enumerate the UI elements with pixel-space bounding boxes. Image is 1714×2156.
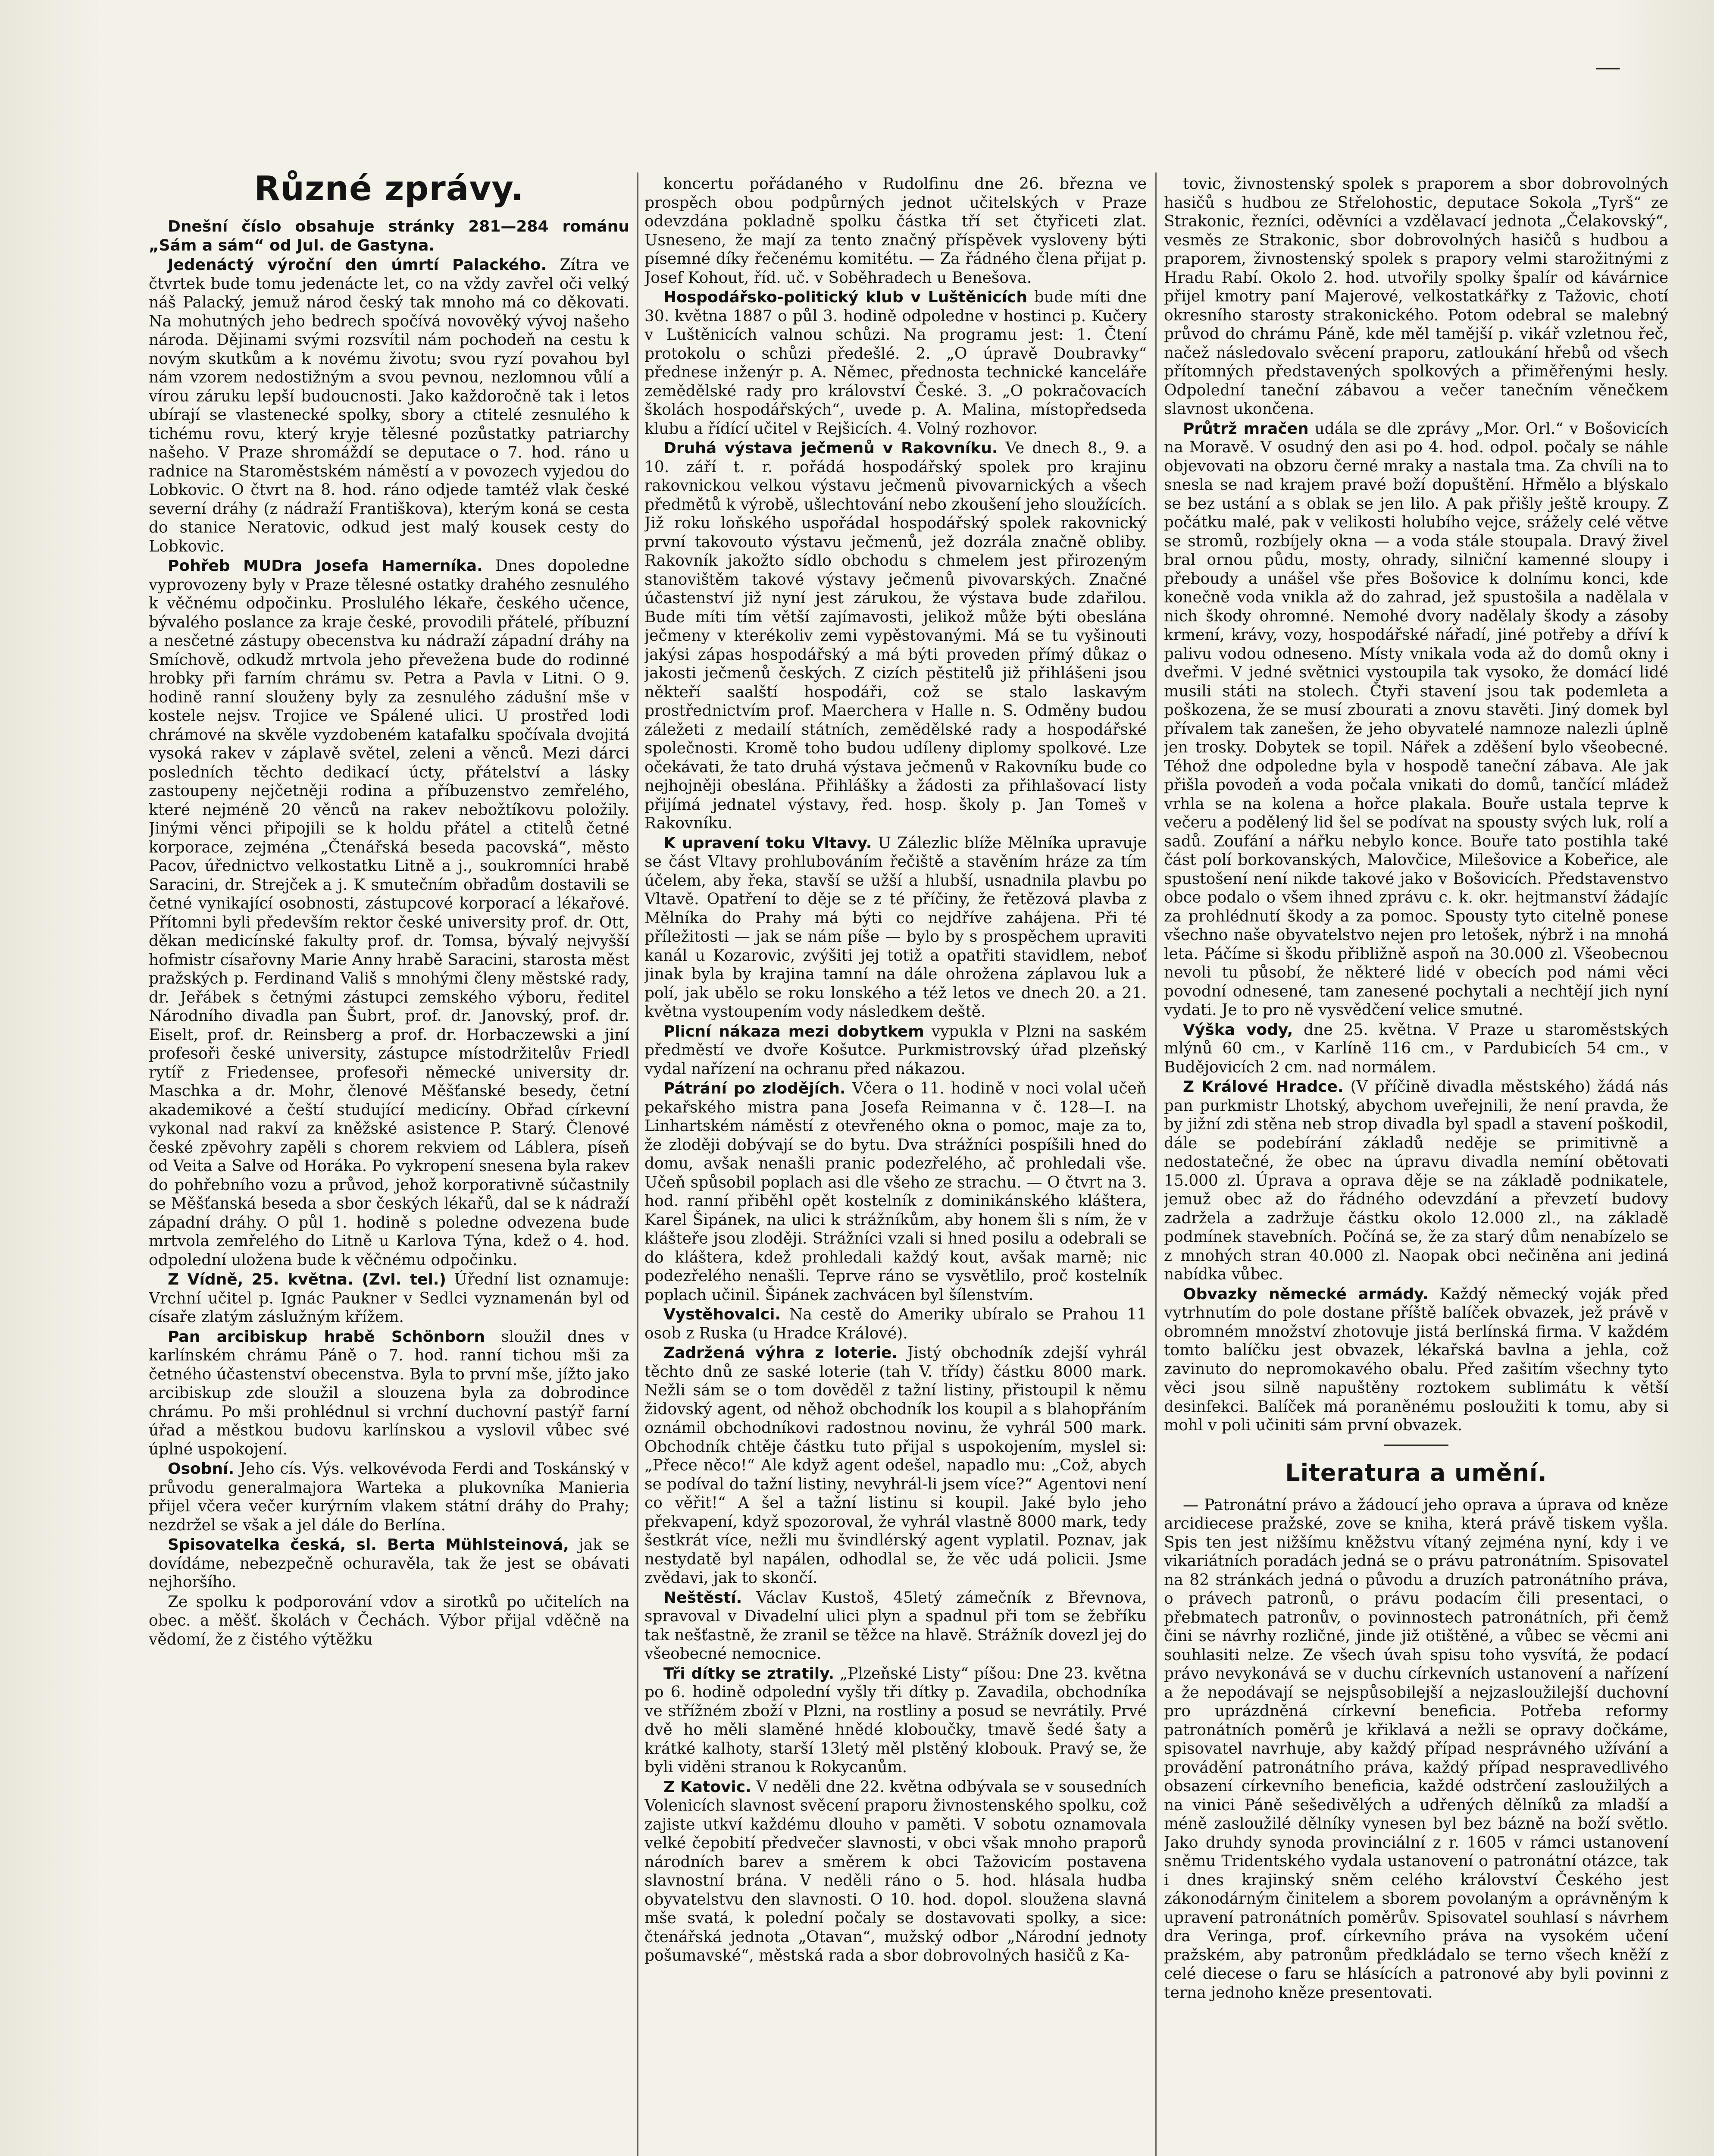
article-text: koncertu pořádaného v Rudolfinu dne 26. března ve prospěch obou podpůrných jednot učitelských v Praze odevzdána pokladně spolku částka tří set čtyřiceti zlat. Usneseno, že mají za tento značný příspěvek vysloveny býti písemné díky řečenému komitétu. — Za řádného člena přijat p. Josef Kohout, říd. uč. v Soběhradech u Benešova. xyxy=(644,175,1147,287)
article-lead: Z Králové Hradce. xyxy=(1183,1078,1344,1096)
article-paragraph xyxy=(149,1460,629,1535)
article-text: Ve dnech 8., 9. a 10. září t. r. pořádá hospodářský spolek pro krajinu rakovnickou velkou výstavu ječmenů pivovarnických a všech předmětů k výrobě, ušlechtování nebo zkoušení jeho sloužících. Již roku loňského uspořádal hospodářský spolek rakovnický první takovouto výstavu ječmenů, jež dozrála značně obliby. Rakovník jakožto sídlo obchodu s chmelem jest přirozeným stanovištěm takové výstavy ječmenů pivovarských. Značné účastenství již nyní jest zárukou, že výstava bude zdařilou. Bude míti tím větší zajímavosti, jelikož může býti obeslána ječmeny v kterékoliv zemi vypěstovanými. Má se tu vyšinouti jakýsi zápas hospodářský a má býti proveden přímý důkaz o jakosti ječmenů českých. Z cizích pěstitelů již přihlášeni jsou někteří saalští hospodáři, což se stalo laskavým prostřednictvím prof. Maerchera v Halle n. S. Odměny budou záležeti z medailí státních, zemědělské rady a hospodářské společnosti. Kromě toho budou udíleny diplomy spolkové. Lze očekávati, že tato druhá výstava ječmenů v Rakovníku bude co nejhojněji obeslána. Přihlášky a žádosti za přihlašovací listy přijímá jednatel výstavy, řed. hosp. školy p. Jan Tomeš v Rakovníku. xyxy=(644,439,1147,832)
article-text: V neděli dne 22. května odbývala se v sousedních Volenicích slavnost svěcení praporu živnostenského spolku, což zajiste utkví každému dlouho v paměti. V sobotu oznamovala velké čepobití předvečer slavnosti, v obci však mnoho praporů národních barev a směrem k obci Tažovicím postavena slavnostní brána. V neděli ráno o 5. hod. hlásala hudba obyvatelstvu den slavnosti. O 10. hod. dopol. sloužena slavná mše svatá, k polední počaly se dostavovati spolky, a sice: čtenářská jednota „Otavan“, mužský odbor „Národní jednoty pošumavské“, městská rada a sbor dobrovolných hasičů z Ka- xyxy=(644,1778,1147,1965)
article-text: U Zálezlic blíže Mělníka upravuje se část Vltavy prohlubováním řečiště a stavěním hráze za tím účelem, aby řeka, stavší se užší a hlubší, usnadnila plavbu po Vltavě. Opatření to děje se z té příčiny, že řetězová plavba z Mělníka do Prahy má býti co nejdříve zahájena. Při té příležitosti — jak se nám píše — bylo by s prospěchem upraviti kanál u Kozarovic, zvýšiti jej totiž a opatřiti stavidlem, neboť jinak byla by krajina tamní na dále ohrožena záplavou luk a polí, jak ubělo se roku lonského a též letos ve dnech 20. a 21. května vystoupením vody následkem deště. xyxy=(644,834,1147,1021)
article-text: udála se dle zprávy „Mor. Orl.“ v Bošovicích na Moravě. V osudný den asi po 4. hod. odpol. počaly se náhle objevovati na obzoru černé mraky a nastala tma. Za chvíli na to snesla se nad krajem pravé boží dopuštění. Hřmělo a blýskalo se bez ustání a s oblak se jen lilo. A pak přišly ještě kroupy. Z počátku malé, pak v velikosti holubího vejce, srážely celé větve se stromů, rozbíjely okna — a voda stále stoupala. Dravý živel bral ornou půdu, mosty, ohrady, silniční kamenné sloupy i přeboudy a unášel vše přes Bošovice k dolnímu konci, kde konečně voda vnikla až do zahrad, jež spustošila a nadělala v nich škody ohromné. Nemohé dvory nadělaly škody a zásoby krmení, krávy, vozy, hospodářské nářadí, jiné potřeby a dříví k palivu vodou odneseno. Místy vnikala voda až do domů okny i dveřmi. V jedné světnici vystoupila tak vysoko, že domácí lidé musili státi na stolech. Čtyři stavení jsou tak podemleta a poškozena, že se musí zbourati a znovu stavěti. Jiný domek byl přívalem tak zanešen, že jeho obyvatelé namnoze nalezli úplně jen trosky. Dobytek se topil. Nářek a zděšení bylo všeobecné. Téhož dne odpoledne byla v hospodě taneční zábava. Ale jak přišla povodeň a voda počala vnikati do domů, tančící mládež vrhla se na kolena a hořce plakala. Bouře ustala teprve k večeru a podělený lid šel se podívat na spousty svých luk, rolí a sadů. Zoufání a nářku nebylo konce. Bouře tato postihla také část polí borkovanských, Malovčice, Milešovice a Kobeřice, ale spustošení není nikde takové jako v Bošovicích. Představenstvo obce podalo o všem ihned zprávu c. k. okr. hejtmanství žádajíc za prohlédnutí škody a za pomoc. Spousty tyto citelně ponese všechno naše obyvatelstvo nejen pro letošek, nýbrž i na mnohá leta. Páčíme si škodu přibližně aspoň na 30.000 zl. Všeobecnou nevoli tu působí, že některé lidé v obecích pod námi věci povodní odnesené, tam zanesené pochytali a nechtějí jich nyní vydati. Je to pro ně vysvědčení velice smutné. xyxy=(1164,420,1668,1019)
article-paragraph xyxy=(149,217,629,255)
article-lead: Pan arcibiskup hrabě Schönborn xyxy=(168,1328,485,1346)
article-lead: Hospodářsko-politický klub v Luštěnicích xyxy=(663,288,1028,306)
article-text: Jeho cís. Výs. velkovévoda Ferdi and Toskánský v průvodu generalmajora Warteka a plukovníka Manieria přijel včera večer kurýrním vlakem státní dráhy do Prahy; nezdržel se však a jel dále do Berlína. xyxy=(149,1460,629,1534)
column-rule-2 xyxy=(1155,172,1157,2156)
article-paragraph xyxy=(644,1079,1147,1304)
article-lead: Jedenáctý výroční den úmrtí Palackého. xyxy=(168,256,547,274)
section-divider xyxy=(1384,1445,1448,1446)
article-text: Každý německý voják před vytrhnutím do pole dostane příště balíček obvazek, jež právě v obromném množství zhotovuje jistá berlínská firma. V každém tomto balíčku jest obvazek, lékařská bavlna a jehla, což zavinuto do nepromokavého obalu. Před zašitím všechny tyto věci jsou silně napuštěny roztokem sublimátu k větší desinfekci. Balíček má poraněnému posloužiti k tomu, aby si mohl v poli učiniti sám první obvazek. xyxy=(1164,1285,1668,1434)
corner-mark: — xyxy=(1595,52,1621,82)
column-1-articles xyxy=(149,217,629,1649)
article-paragraph xyxy=(644,1344,1147,1588)
article-text: Včera o 11. hodině v noci volal učeň pekařského mistra pana Josefa Reimanna v č. 128—I. na Linhartském náměstí z otevřeného okna o pomoc, maje za to, že zloději dobývají se do bytu. Dva strážníci pospíšili hned do domu, avšak nenašli pranic podezřelého, ač prohledali vše. Učeň spůsobil poplach asi dle všeho ze strachu. — O čtvrt na 3. hod. ranní přiběhl opět kostelník z dominikánského kláštera, Karel Šipánek, na ulici k strážníkům, aby honem šli s ním, že v klášteře jsou zloději. Strážníci vzali si hned posilu a odebrali se do kláštera, kdež prohledali každý kout, avšak marně; nic podezřelého nenašli. Teprve ráno se vysvětlilo, proč kostelník poplach učinil. Šipánek zachvácen byl šílenstvím. xyxy=(644,1080,1147,1304)
article-paragraph xyxy=(644,175,1147,287)
article-text: jak se dovídáme, nebezpečně ochuravěla, tak že jest se obávati nejhoršího. xyxy=(149,1536,629,1591)
article-paragraph xyxy=(1164,1496,1668,2002)
article-lead: Z Vídně, 25. května. (Zvl. tel.) xyxy=(168,1271,446,1288)
article-text: Ze spolku k podporování vdov a sirotků po učitelích na obec. a měšť. školách v Čechách. Výbor přijal vděčně na vědomí, že z čistého výtěžku xyxy=(149,1593,629,1648)
article-paragraph xyxy=(1164,1078,1668,1284)
article-lead: Výška vody, xyxy=(1183,1021,1293,1039)
article-text: (V příčině divadla městského) žádá nás pan purkmistr Lhotský, abychom uveřejnili, že není pravda, že by jižní zdi stěna neb strop divadla byl spadl a stavení poškodil, dále se podebírání základů neděje se primitivně a nedostatečné, že obec na úpravu divadla nemíní obětovati 15.000 zl. Úprava a oprava děje se na základě podnikatele, jemuž obec až do řádného odevzdání a převzetí budovy zadržela a zadržuje částku okolo 12.000 zl., na základě podmínek stavebních. Počíná se, že za starý dům nenabízelo se z mnohých stran 40.000 zl. Naopak obci nečiněna ani jediná nabídka vůbec. xyxy=(1164,1078,1668,1283)
column-1 xyxy=(149,168,629,2156)
article-lead: Zadržená výhra z loterie. xyxy=(663,1344,898,1362)
article-lead: Spisovatelka česká, sl. Berta Mühlsteinová, xyxy=(168,1536,569,1554)
article-lead: Z Katovic. xyxy=(663,1778,751,1796)
article-lead: Osobní. xyxy=(168,1460,235,1478)
article-lead: Plicní nákaza mezi dobytkem xyxy=(663,1022,924,1040)
article-text: Zítra ve čtvrtek bude tomu jedenácte let, co na vždy zavřel oči velký náš Palacký, jemuž národ český tak mnoho má co děkovati. Na mohutných jeho bedrech spočívá novověký vývoj našeho národa. Dějinami svými rozsvítil nám pochodeň na cestu k novým skutkům a k novému životu; svou ryzí povahou byl nám vzorem nedostižným a svou pevnou, nezlomnou vůlí a vírou záruku lepší budoucnosti. Jako každoročně tak i letos ubírají se vlastenecké spolky, sbory a ctitelé zesnulého k tichému rovu, který kryje tělesné pozůstatky patriarchy našeho. V Praze shromáždí se deputace o 7. hod. ráno u radnice na Staroměstském náměstí a v povozech vyjedou do Lobkovic. O čtvrt na 8. hod. ráno odjede tamtéž vlak české severní dráhy (z nádraží Františkova), kterým koná se cesta do stanice Neratovic, odkud jest malý kousek cesty do Lobkovic. xyxy=(149,256,629,555)
article-text: Jistý obchodník zdejší vyhrál těchto dnů ze saské loterie (tah V. třídy) částku 8000 mark. Nežli sám se o tom dověděl z tažní listiny, přistoupil k němu židovský agent, od něhož obchodník los koupil a s blahopřáním oznámil obchodníkovi radostnou novinu, že vyhrál 500 mark. Obchodník chtěje částku tuto přijal s uspokojením, myslel si: „Přece něco!“ Ale když agent odešel, napadlo mu: „Což, abych se podíval do tažní listiny, nevyhrál-li jsem více?“ Agentovi není co věřit!“ A šel a tažní listinu si koupil. Jaké bylo jeho překvapení, když spozoroval, že vyhrál vlastně 8000 mark, tedy šestkrát více, nežli mu švindlérský agent vyplatil. Poznav, jak nestydatě byl napálen, odhodlal se, že věc udá policii. Jsme zvědavi, jak to skončí. xyxy=(644,1344,1147,1587)
column-2 xyxy=(644,175,1147,2156)
article-paragraph xyxy=(644,834,1147,1022)
article-lead: Vystěhovalci. xyxy=(663,1306,781,1323)
literature-articles xyxy=(1164,1496,1668,2002)
column-3-articles xyxy=(1164,175,1668,1435)
article-lead: Pátrání po zlodějích. xyxy=(663,1080,846,1097)
column-3 xyxy=(1164,175,1668,2156)
article-lead: Průtrž mračen xyxy=(1183,420,1309,438)
article-lead: K upravení toku Vltavy. xyxy=(663,834,872,852)
article-lead: Tři dítky se ztratily. xyxy=(663,1664,835,1683)
article-lead: Obvazky německé armády. xyxy=(1183,1285,1429,1303)
article-paragraph xyxy=(1164,1285,1668,1435)
article-paragraph xyxy=(149,256,629,556)
article-text: Dnes dopoledne vyprovozeny byly v Praze tělesné ostatky drahého zesnulého k věčnému odpočinku. Proslulého lékaře, českého učence, bývalého poslance za kraje české, provodili přátelé, příbuzní a nesčetné zástupy obecenstva ku nádraží západní dráhy na Smíchově, odkudž mrtvola jeho převežena bude do rodinné hrobky při farním chrámu sv. Petra a Pavla v Litni. O 9. hodině ranní slouženy byly za zesnulého zádušní mše v kostele nejsv. Trojice ve Spálené ulici. U prostřed lodi chrámové na skvěle vyzdobeném katafalku spočívala dvojitá vysoká rakev v záplavě světel, zeleni a věnců. Mezi dárci posledních těchto dedikací úcty, přátelství a lásky zastoupeny nejčetněji rodina a příbuzenstvo zemřelého, které nejméně 20 věnců na rakev nebožtíkovu položily. Jinými věnci připojili se k holdu přátel a ctitelů četné korporace, zejména „Čtenářská beseda pacovská“, město Pacov, úřednictvo velkostatku Litně a j., soukromníci hrabě Saracini, dr. Strejček a j. K smutečním obřadům dostavili se četné vynikající osobnosti, zástupcové korporací a lékařové. Přítomni byli především rektor české university prof. dr. Ott, děkan medicínské fakulty prof. dr. Tomsa, bývalý nejvyšší hofmistr císařovny Marie Anny hrabě Saracini, starosta měst pražských p. Ferdinand Vališ s mnohými členy městské rady, dr. Jeřábek s četnými zástupci zemského výboru, ředitel Národního divadla pan Šubrt, prof. dr. Janovský, prof. dr. Eiselt, prof. dr. Reinsberg a prof. dr. Horbaczewski a jiní profesoři české university, zástupce místodržitelův Friedl rytíř z Friedensee, profesoři německé university dr. Maschka a dr. Mohr, členové Měšťanské besedy, četní akademikové a čeští studující medicíny. Obřad církevní vykonal nad rakví za kněžské asistence P. Starý. Členové české zpěvohry zapěli s chorem rekviem od Láblera, píseň od Veita a Salve od Horáka. Po vykropení snesena byla rakev do pohřebního vozu a průvod, jehož korporativně súčastnily se Měšťanská beseda a sbor českých lékařů, dal se k nádraží západní dráhy. O půl 1. hodině s poledne odvezena bude mrtvola zemřelého do Litně u Karlova Týna, kdež o 4. hod. odpolední uložena bude k věčnému odpočinku. xyxy=(149,557,629,1269)
article-text: vypukla v Plzni na saském předměstí ve dvoře Košutce. Purkmistrovský úřad plzeňský vydal nařízení na ochranu před nákazou. xyxy=(644,1022,1147,1078)
article-lead: Druhá výstava ječmenů v Rakovníku. xyxy=(663,439,998,457)
article-text: dne 25. května. V Praze u staroměstských mlýnů 60 cm., v Karlíně 116 cm., v Pardubicích 54 cm., v Budějovicích 2 cm. nad normálem. xyxy=(1164,1021,1668,1076)
article-paragraph xyxy=(644,1664,1147,1777)
article-paragraph xyxy=(1164,175,1668,419)
article-text: — Patronátní právo a žádoucí jeho oprava a úprava od kněze arcidiecese pražské, zove se kniha, která právě tiskem vyšla. Spis ten jest nižšímu kněžstvu vítaný zejména nyní, kdy i ve vikariátních poradách jedná se o právu patronátním. Spisovatel na 82 stránkách jedná o původu a druzích patronátního práva, o právech patronů, o právu podacím čili presentaci, o přebmatech patronův, o povinnostech patronátních, při čemž čini se návrhy rozličné, jinde již otištěné, a vůbec se věcmi ani souhlasiti nelze. Ze všech úvah spisu toho vysvítá, že podací právo nevykonává se v duchu církevních ustanovení a nařízení a že nepodávají se nejspůsobilejší a nejzasloužilejší duchovní pro uprázdněná církevní beneficia. Potřeba reformy patronátních poměrů je křiklavá a nežli se opravy dočkáme, spisovatel navrhuje, aby každý případ nesprávného užívání a provádění patronátního práva, každý případ nespravedlivého obsazení církevního beneficia, každé odstrčení zasloužilých a na vinici Páně sešedivělých a udřených dělníků za mladší a méně zasloužilé dělníky vynesen byl bez bázně na boží světlo. Jako druhdy synoda provinciální z r. 1605 v rámci ustanovení sněmu Tridentského vydala ustanovení o patronátní otázce, tak i dnes krajinský sněm celého království Českého jest zákonodárným činitelem a sborem povolaným a oprávněným k upravení patronátních poměrův. Spisovatel souhlasí s návrhem dra Veringa, prof. církevního práva na vysokém učení pražském, aby patronům předkládalo se terno všech kněží z celé diecese o faru se hlásících a patronové aby byli povinni z terna jednoho kněze presentovati. xyxy=(1164,1496,1668,2002)
section-title-literatura: Literatura a umění. xyxy=(1285,1459,1547,1486)
column-2-articles xyxy=(644,175,1147,1965)
article-lead: Pohřeb MUDra Josefa Hamerníka. xyxy=(168,557,483,575)
article-text: Úřední list oznamuje: Vrchní učitel p. Ignác Paukner v Sedlci vyznamenán byl od císaře zlatým záslužným křížem. xyxy=(149,1271,629,1326)
article-text: „Plzeňské Listy“ píšou: Dne 23. května po 6. hodině odpolední vyšly tři dítky p. Zavadila, obchodníka ve střížném zboží v Plzni, na rostliny a posud se nevrátily. Prvé dvě ho měli slaměné hnědé kloboučky, tmavě šedé šaty a krátké kalhoty, starší 13letý měl plstěný klobouk. Pravý se, že byli viděni stranou k Rokycanům. xyxy=(644,1664,1147,1776)
article-paragraph xyxy=(149,1270,629,1327)
article-paragraph xyxy=(644,439,1147,833)
column-rule-1 xyxy=(637,172,638,2156)
article-paragraph xyxy=(644,288,1147,438)
article-paragraph xyxy=(1164,1021,1668,1077)
article-text: bude míti dne 30. května 1887 o půl 3. hodině odpoledne v hostinci p. Kučery v Luštěnicích valnou schůzi. Na programu jest: 1. Čtení protokolu o schůzi předešlé. 2. „O úpravě Doubravky“ přednese inženýr p. A. Němec, přednosta technické kanceláře zemědělské rady pro království České. 3. „O pokračovacích školách hospodářských“, uvede p. A. Malina, místopředseda klubu a řídící učitel v Rejšicích. 4. Volný rozhovor. xyxy=(644,288,1147,438)
article-paragraph xyxy=(644,1305,1147,1343)
article-lead: Dnešní číslo obsahuje stránky 281—284 románu „Sám a sám“ od Jul. de Gastyna. xyxy=(149,218,629,254)
article-text: Václav Kustoš, 45letý zámečník z Břevnova, spravoval v Divadelní ulici plyn a spadnul při tom se žebříku tak nešťastně, že zranil se těžce na hlavě. Strážník dovezl jej do všeobecné nemocnice. xyxy=(644,1589,1147,1663)
article-text: tovic, živnostenský spolek s praporem a sbor dobrovolných hasičů s hudbou ze Střelohostic, deputace Sokola „Tyrš“ ze Strakonic, řezníci, oděvníci a vzdělavací jednota „Čelakovský“, vesměs ze Strakonic, sbor dobrovolných hasičů s hudbou a praporem, živnostenský spolek s prapory velmi starožitnými z Hradu Rabí. Okolo 2. hod. utvořily spolky špalír od kávárnice přijel kmotry paní Majerové, velkostatkářky z Tažovic, chotí okresního starosty strakonického. Potom odebral se malebný průvod do chrámu Páně, kde měl tamější p. vikář vzletnou řeč, načež následovalo svěcení praporu, zatloukání hřebů od všech přítomných představených spolkových a přiměřenými hesly. Odpolední taneční zábavou a večer tanečním věnečkem slavnost ukončena. xyxy=(1164,175,1668,418)
article-paragraph xyxy=(644,1589,1147,1664)
article-lead: Neštěstí. xyxy=(663,1589,742,1607)
section-title-ruzne-zpravy: Různé zprávy. xyxy=(254,169,524,208)
article-paragraph xyxy=(149,1328,629,1459)
article-text: Na cestě do Ameriky ubíralo se Prahou 11 osob z Ruska (u Hradce Králové). xyxy=(644,1306,1147,1342)
article-paragraph xyxy=(149,1536,629,1592)
article-text: sloužil dnes v karlínském chrámu Páně o 7. hod. ranní tichou mši za četného účastenství obecenstva. Byla to první mše, jížto jako arcibiskup zde sloužil a slouzena byla za dobrodince chrámu. Po mši prohlédnul si vrchní duchovní pastýř farní úřad a městkou budovu karlínskou a vyslovil vůbec své úplné uspokojení. xyxy=(149,1328,629,1458)
article-paragraph xyxy=(149,1593,629,1649)
article-paragraph xyxy=(644,1022,1147,1079)
article-paragraph xyxy=(644,1778,1147,1965)
article-paragraph xyxy=(149,557,629,1269)
article-paragraph xyxy=(1164,420,1668,1020)
